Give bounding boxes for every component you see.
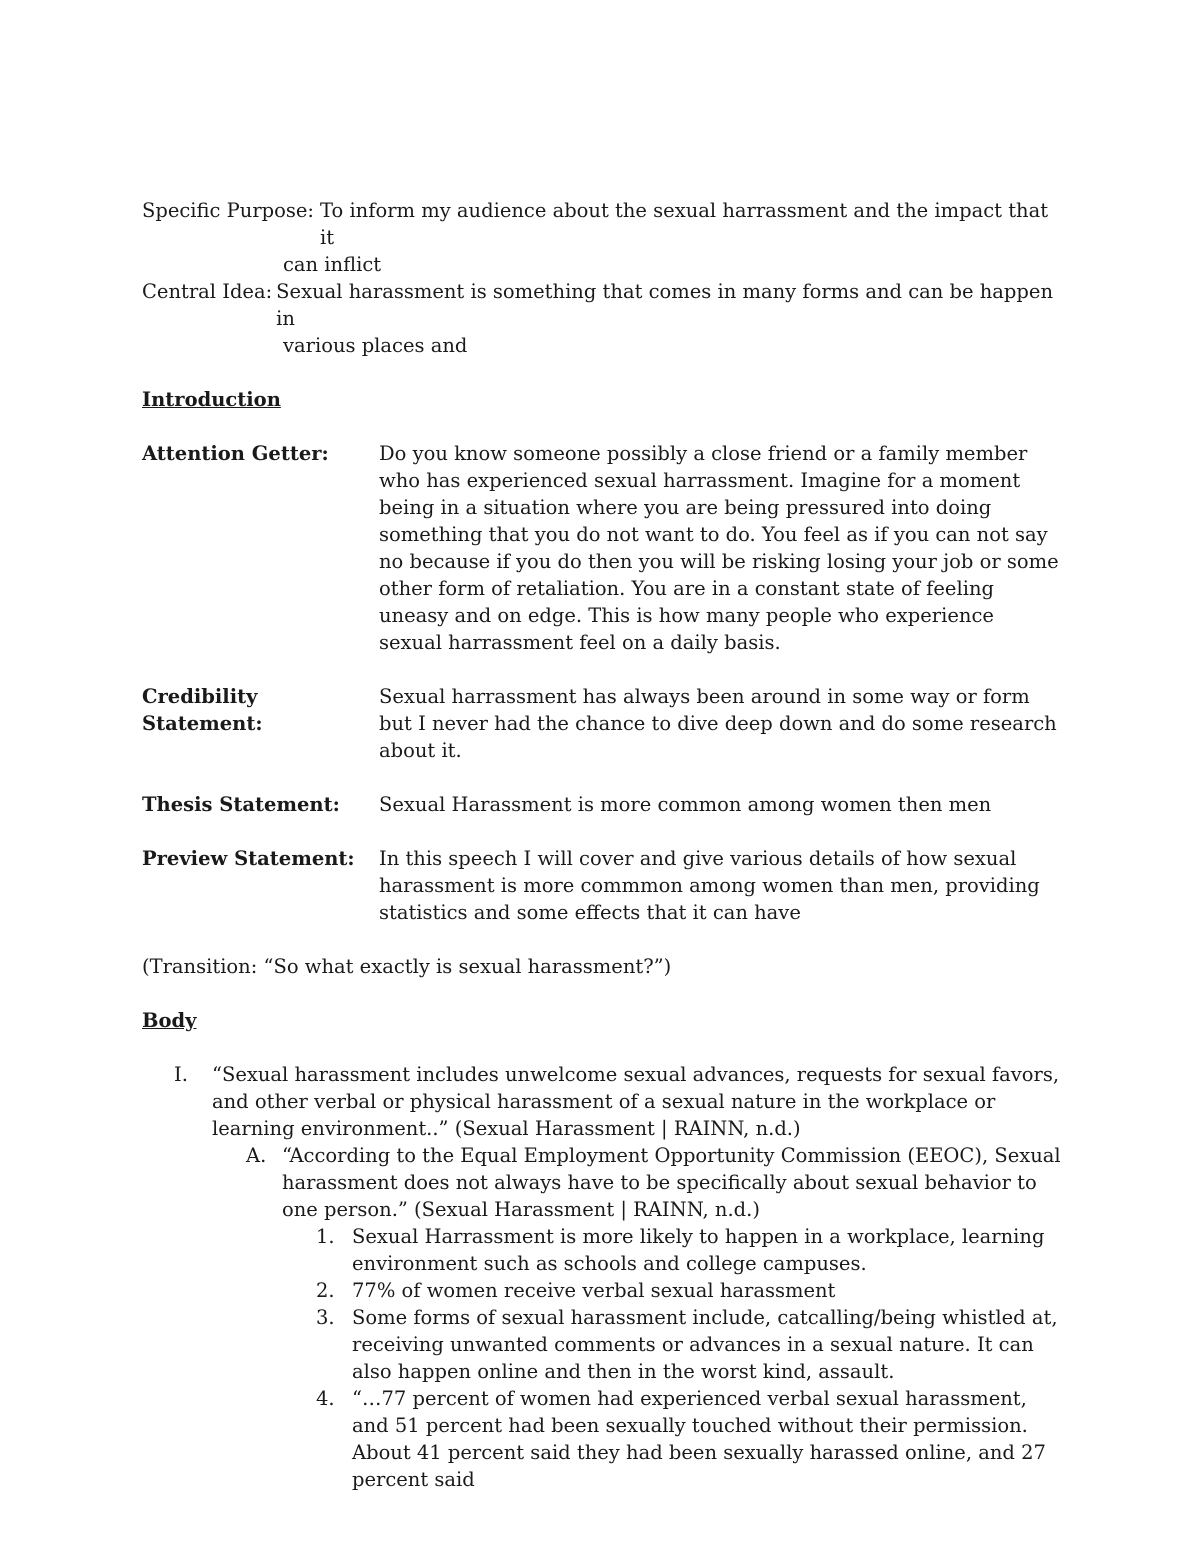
outline-marker: 2. xyxy=(316,1279,335,1302)
central-idea xyxy=(142,278,1062,359)
credibility-statement-label: Credibility Statement: xyxy=(142,685,263,735)
document-page xyxy=(142,197,1062,1493)
central-idea-text: Sexual harassment is something that comes in many forms and can be happen in xyxy=(276,280,1054,330)
outline-marker: 4. xyxy=(316,1387,335,1410)
outline-item-3 xyxy=(316,1304,1062,1385)
central-idea-label: Central Idea: xyxy=(142,280,273,303)
specific-purpose-label: Specific Purpose: xyxy=(142,199,315,222)
outline-text: “…77 percent of women had experienced verbal sexual harassment, and 51 percent had been sexually touched without their permission. About 41 percent said they had been sexually harassed online, and 27 percent said xyxy=(352,1387,1046,1491)
outline-text: Sexual Harrassment is more likely to happen in a workplace, learning environment such as schools and college campuses. xyxy=(352,1225,1045,1275)
outline-marker: 3. xyxy=(316,1306,335,1329)
thesis-statement-row xyxy=(142,791,1062,818)
specific-purpose xyxy=(142,197,1062,278)
outline-text: “According to the Equal Employment Opportunity Commission (EEOC), Sexual harassment does not always have to be specifically about sexual behavior to one person.” (Sexual Harassment | RAINN, n.d.) xyxy=(282,1144,1061,1221)
thesis-statement-label: Thesis Statement: xyxy=(142,793,340,816)
outline-text: 77% of women receive verbal sexual harassment xyxy=(352,1279,836,1302)
transition-text: (Transition: “So what exactly is sexual harassment?”) xyxy=(142,955,672,978)
outline-text: Some forms of sexual harassment include, catcalling/being whistled at, receiving unwanted comments or advances in a sexual nature. It can also happen online and then in the worst kind, assault. xyxy=(352,1306,1058,1383)
introduction-heading: Introduction xyxy=(142,388,281,411)
preview-statement-label: Preview Statement: xyxy=(142,847,355,870)
introduction-table xyxy=(142,440,1062,926)
specific-purpose-continuation: can inflict xyxy=(283,253,382,276)
outline-marker: I. xyxy=(174,1063,188,1086)
attention-getter-row xyxy=(142,440,1062,656)
outline-item-4 xyxy=(316,1385,1062,1493)
outline-text: “Sexual harassment includes unwelcome sexual advances, requests for sexual favors, and other verbal or physical harassment of a sexual nature in the workplace or learning environment..” (Sexual Harassment | RAINN, n.d.) xyxy=(212,1063,1060,1140)
thesis-statement-text: Sexual Harassment is more common among women then men xyxy=(379,793,992,816)
outline-item-i xyxy=(142,1061,1062,1142)
body-outline xyxy=(142,1061,1062,1493)
central-idea-continuation: various places and xyxy=(283,334,468,357)
outline-marker: A. xyxy=(246,1144,267,1167)
outline-item-1 xyxy=(316,1223,1062,1277)
attention-getter-label: Attention Getter: xyxy=(142,442,329,465)
credibility-statement-row xyxy=(142,683,1062,764)
credibility-statement-text: Sexual harrassment has always been around in some way or form but I never had the chance to dive deep down and do some research about it. xyxy=(379,685,1057,762)
preview-statement-row xyxy=(142,845,1062,926)
body-heading: Body xyxy=(142,1009,197,1032)
preview-statement-text: In this speech I will cover and give various details of how sexual harassment is more commmon among women than men, providing statistics and some effects that it can have xyxy=(379,847,1040,924)
outline-item-a xyxy=(246,1142,1062,1223)
outline-marker: 1. xyxy=(316,1225,335,1248)
attention-getter-text: Do you know someone possibly a close friend or a family member who has experienced sexual harrassment. Imagine for a moment being in a situation where you are being pressured into doing something that you do not want to do. You feel as if you can not say no because if you do then you will be risking losing your job or some other form of retaliation. You are in a constant state of feeling uneasy and on edge. This is how many people who experience sexual harrassment feel on a daily basis. xyxy=(379,442,1059,654)
outline-item-2 xyxy=(316,1277,1062,1304)
specific-purpose-text: To inform my audience about the sexual harrassment and the impact that it xyxy=(320,199,1049,249)
